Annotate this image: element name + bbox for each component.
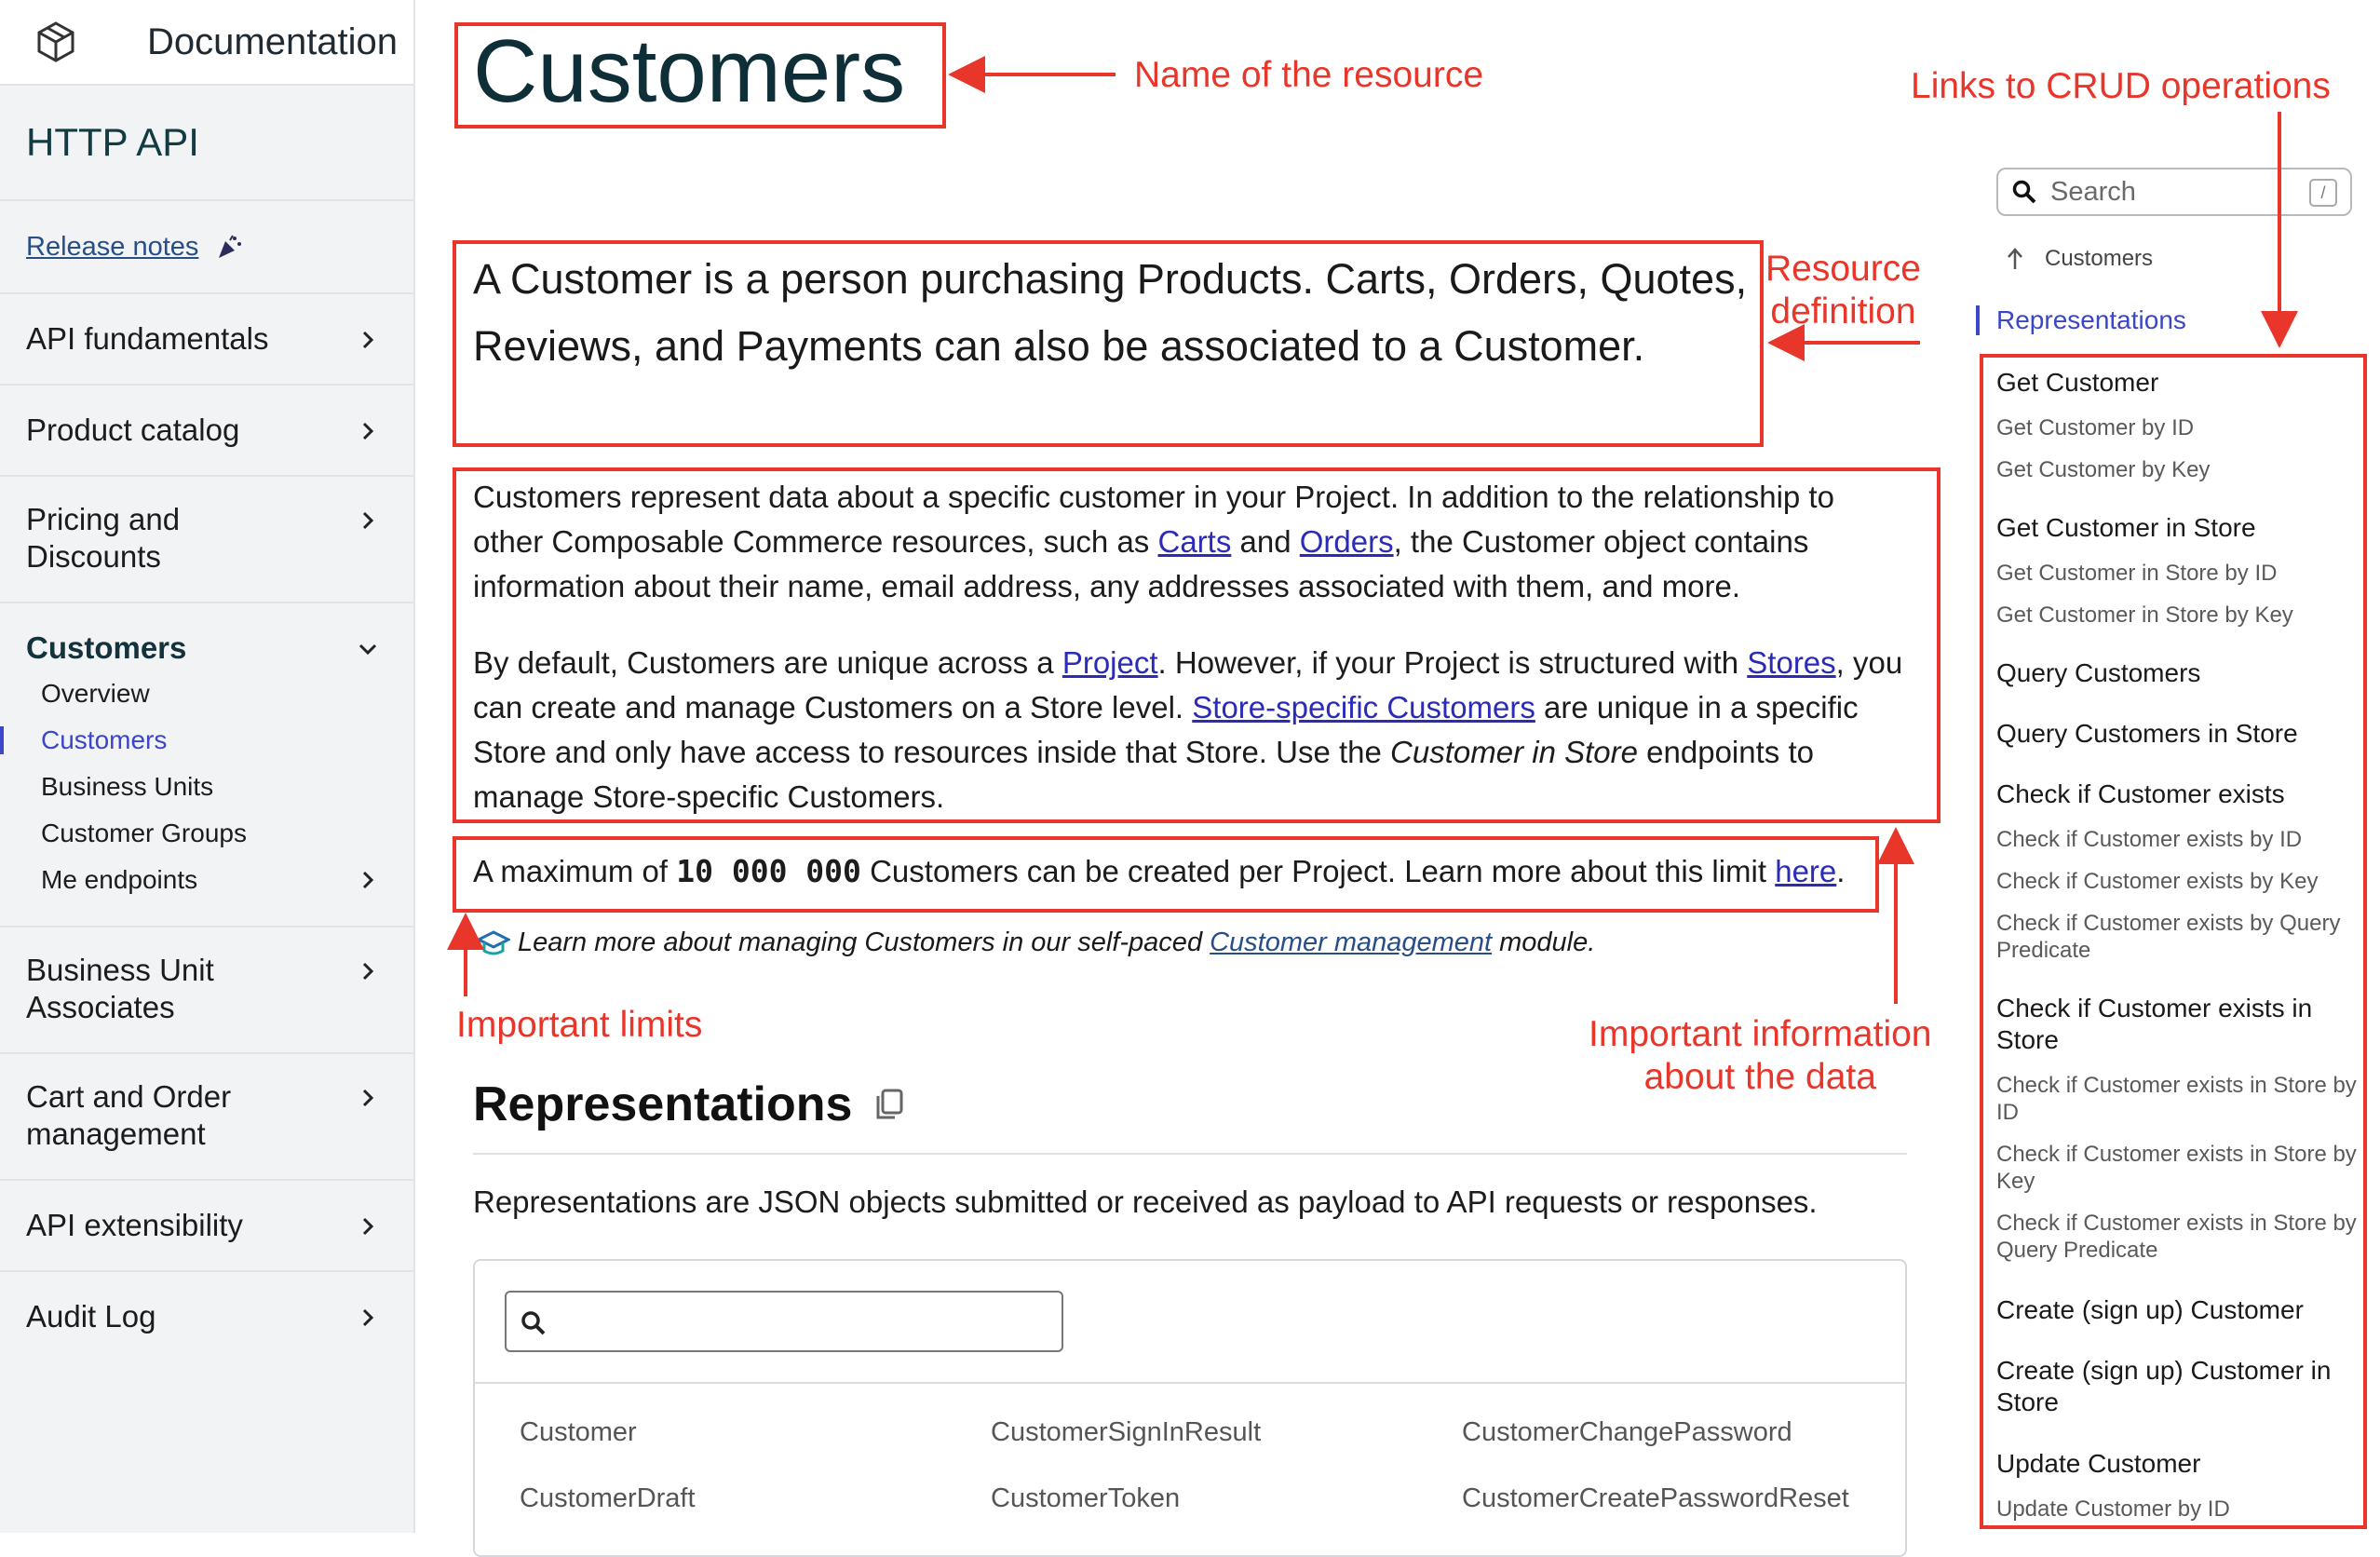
toc-link[interactable]: Create (sign up) Customer xyxy=(1996,1295,2304,1324)
subnav-customer-groups[interactable]: Customer Groups xyxy=(41,819,247,847)
rep-item[interactable]: CustomerCreatePasswordReset xyxy=(1462,1483,1849,1513)
annotation-important-limits: Important limits xyxy=(456,1005,703,1045)
link-here[interactable]: here xyxy=(1775,854,1837,888)
toc-link[interactable]: Update Customer by ID xyxy=(1996,1496,2230,1522)
subnav-label: Me endpoints xyxy=(41,865,198,894)
rep-item[interactable]: CustomerSignInResult xyxy=(991,1417,1262,1447)
link-customer-management[interactable]: Customer management xyxy=(1210,927,1493,957)
link-orders[interactable]: Orders xyxy=(1299,524,1394,559)
text: A maximum of xyxy=(473,854,677,888)
toc-link[interactable]: Check if Customer exists in Store by Key xyxy=(1996,1142,2357,1194)
toc-link[interactable]: Get Customer by Key xyxy=(1996,457,2211,482)
limit-number: 10 000 000 xyxy=(676,853,861,889)
text: Customers represent data about a specific customer in your Project. In addition to the relationship to other Composable Commerce resources, such as xyxy=(473,480,1834,559)
release-notes-link[interactable]: Release notes xyxy=(26,231,199,262)
link-stores[interactable]: Stores xyxy=(1747,645,1836,680)
toc-link[interactable]: Get Customer by ID xyxy=(1996,415,2195,440)
text: . xyxy=(1836,854,1846,888)
text: Learn more about managing Customers in our self-paced xyxy=(518,927,1203,957)
text: and xyxy=(1231,524,1300,559)
lead-text: A Customer is a person purchasing Products. Carts, Orders, Quotes, Reviews, and Payments can also be associated to a Customer. xyxy=(473,255,1748,370)
annotation-name-of-resource: Name of the resource xyxy=(1134,55,1484,95)
nav-label: API fundamentals xyxy=(26,321,269,356)
keyboard-shortcut: / xyxy=(2309,179,2337,207)
rep-item[interactable]: CustomerDraft xyxy=(520,1483,696,1513)
text: , the Customer object contains information about their name, email address, any addresses associated with them, and more. xyxy=(473,524,1809,603)
toc-link[interactable]: Check if Customer exists xyxy=(1996,779,2285,808)
nav-label: Product catalog xyxy=(26,413,240,447)
annotation-important-info: Important information about the data xyxy=(1589,1014,1932,1097)
toc-current-section[interactable]: Representations xyxy=(1996,305,2186,334)
emphasis: Customer in Store xyxy=(1390,735,1638,769)
subnav-customers[interactable]: Customers xyxy=(26,717,413,764)
toc-link[interactable]: Get Customer in Store xyxy=(1996,513,2256,542)
rep-item[interactable]: CustomerChangePassword xyxy=(1462,1417,1792,1447)
nav-label: Cart and Order management xyxy=(26,1079,232,1151)
toc-link[interactable]: Check if Customer exists by Query Predicate xyxy=(1996,911,2341,963)
toc-link[interactable]: Get Customer in Store by Key xyxy=(1996,602,2293,628)
text: . However, if your Project is structured with xyxy=(1157,645,1748,680)
text: module. xyxy=(1499,927,1596,957)
toc-link[interactable]: Check if Customer exists in Store by Query Predicate xyxy=(1996,1211,2357,1263)
heading-text: Representations xyxy=(473,1077,853,1131)
nav-label: Audit Log xyxy=(26,1299,156,1334)
nav-label: Business Unit Associates xyxy=(26,953,214,1024)
annotation-links-crud: Links to CRUD operations xyxy=(1911,66,2331,106)
nav-label: Pricing and Discounts xyxy=(26,502,181,574)
rep-item[interactable]: CustomerToken xyxy=(991,1483,1181,1513)
representations-description: Representations are JSON objects submitted or received as payload to API requests or responses. xyxy=(473,1185,1818,1219)
section-title: HTTP API xyxy=(0,86,413,201)
toc-link[interactable]: Query Customers in Store xyxy=(1996,719,2298,748)
link-store-specific-customers[interactable]: Store-specific Customers xyxy=(1192,690,1535,724)
toc-link[interactable]: Check if Customer exists by ID xyxy=(1996,827,2303,852)
toc-link[interactable]: Query Customers xyxy=(1996,658,2201,687)
text: are unique in a specific Store and only have access to resources inside that Store. Use the xyxy=(473,690,1859,769)
toc-link[interactable]: Check if Customer exists in Store by ID xyxy=(1996,1073,2357,1125)
text: By default, Customers are unique across a xyxy=(473,645,1062,680)
link-project[interactable]: Project xyxy=(1062,645,1158,680)
text: , you can create and manage Customers on a Store level. xyxy=(473,645,1903,724)
toc-link[interactable]: Check if Customer exists by Key xyxy=(1996,869,2319,894)
toc-link[interactable]: Update Customer xyxy=(1996,1449,2201,1478)
nav-label: Customers xyxy=(26,630,187,665)
toc-link[interactable]: Create (sign up) Customer in Store xyxy=(1996,1356,2332,1416)
docs-title[interactable]: Documentation xyxy=(147,20,399,62)
text: Customers can be created per Project. Learn more about this limit xyxy=(860,854,1776,888)
text: endpoints to manage Store-specific Customers. xyxy=(473,735,1814,814)
subnav-business-units[interactable]: Business Units xyxy=(41,772,214,801)
toc-link[interactable]: Get Customer in Store by ID xyxy=(1996,561,2278,586)
toc-link[interactable]: Check if Customer exists in Store xyxy=(1996,994,2313,1054)
toc-link[interactable]: Get Customer xyxy=(1996,368,2159,397)
page-title: Customers xyxy=(473,21,906,121)
annotation-resource-definition: Resource definition xyxy=(1765,249,1921,332)
link-carts[interactable]: Carts xyxy=(1157,524,1232,559)
nav-label: API extensibility xyxy=(26,1208,243,1242)
rep-item[interactable]: Customer xyxy=(520,1417,637,1447)
toc-up-label: Customers xyxy=(2045,246,2154,271)
search-placeholder: Search xyxy=(2050,176,2136,207)
subnav-overview[interactable]: Overview xyxy=(41,679,150,708)
